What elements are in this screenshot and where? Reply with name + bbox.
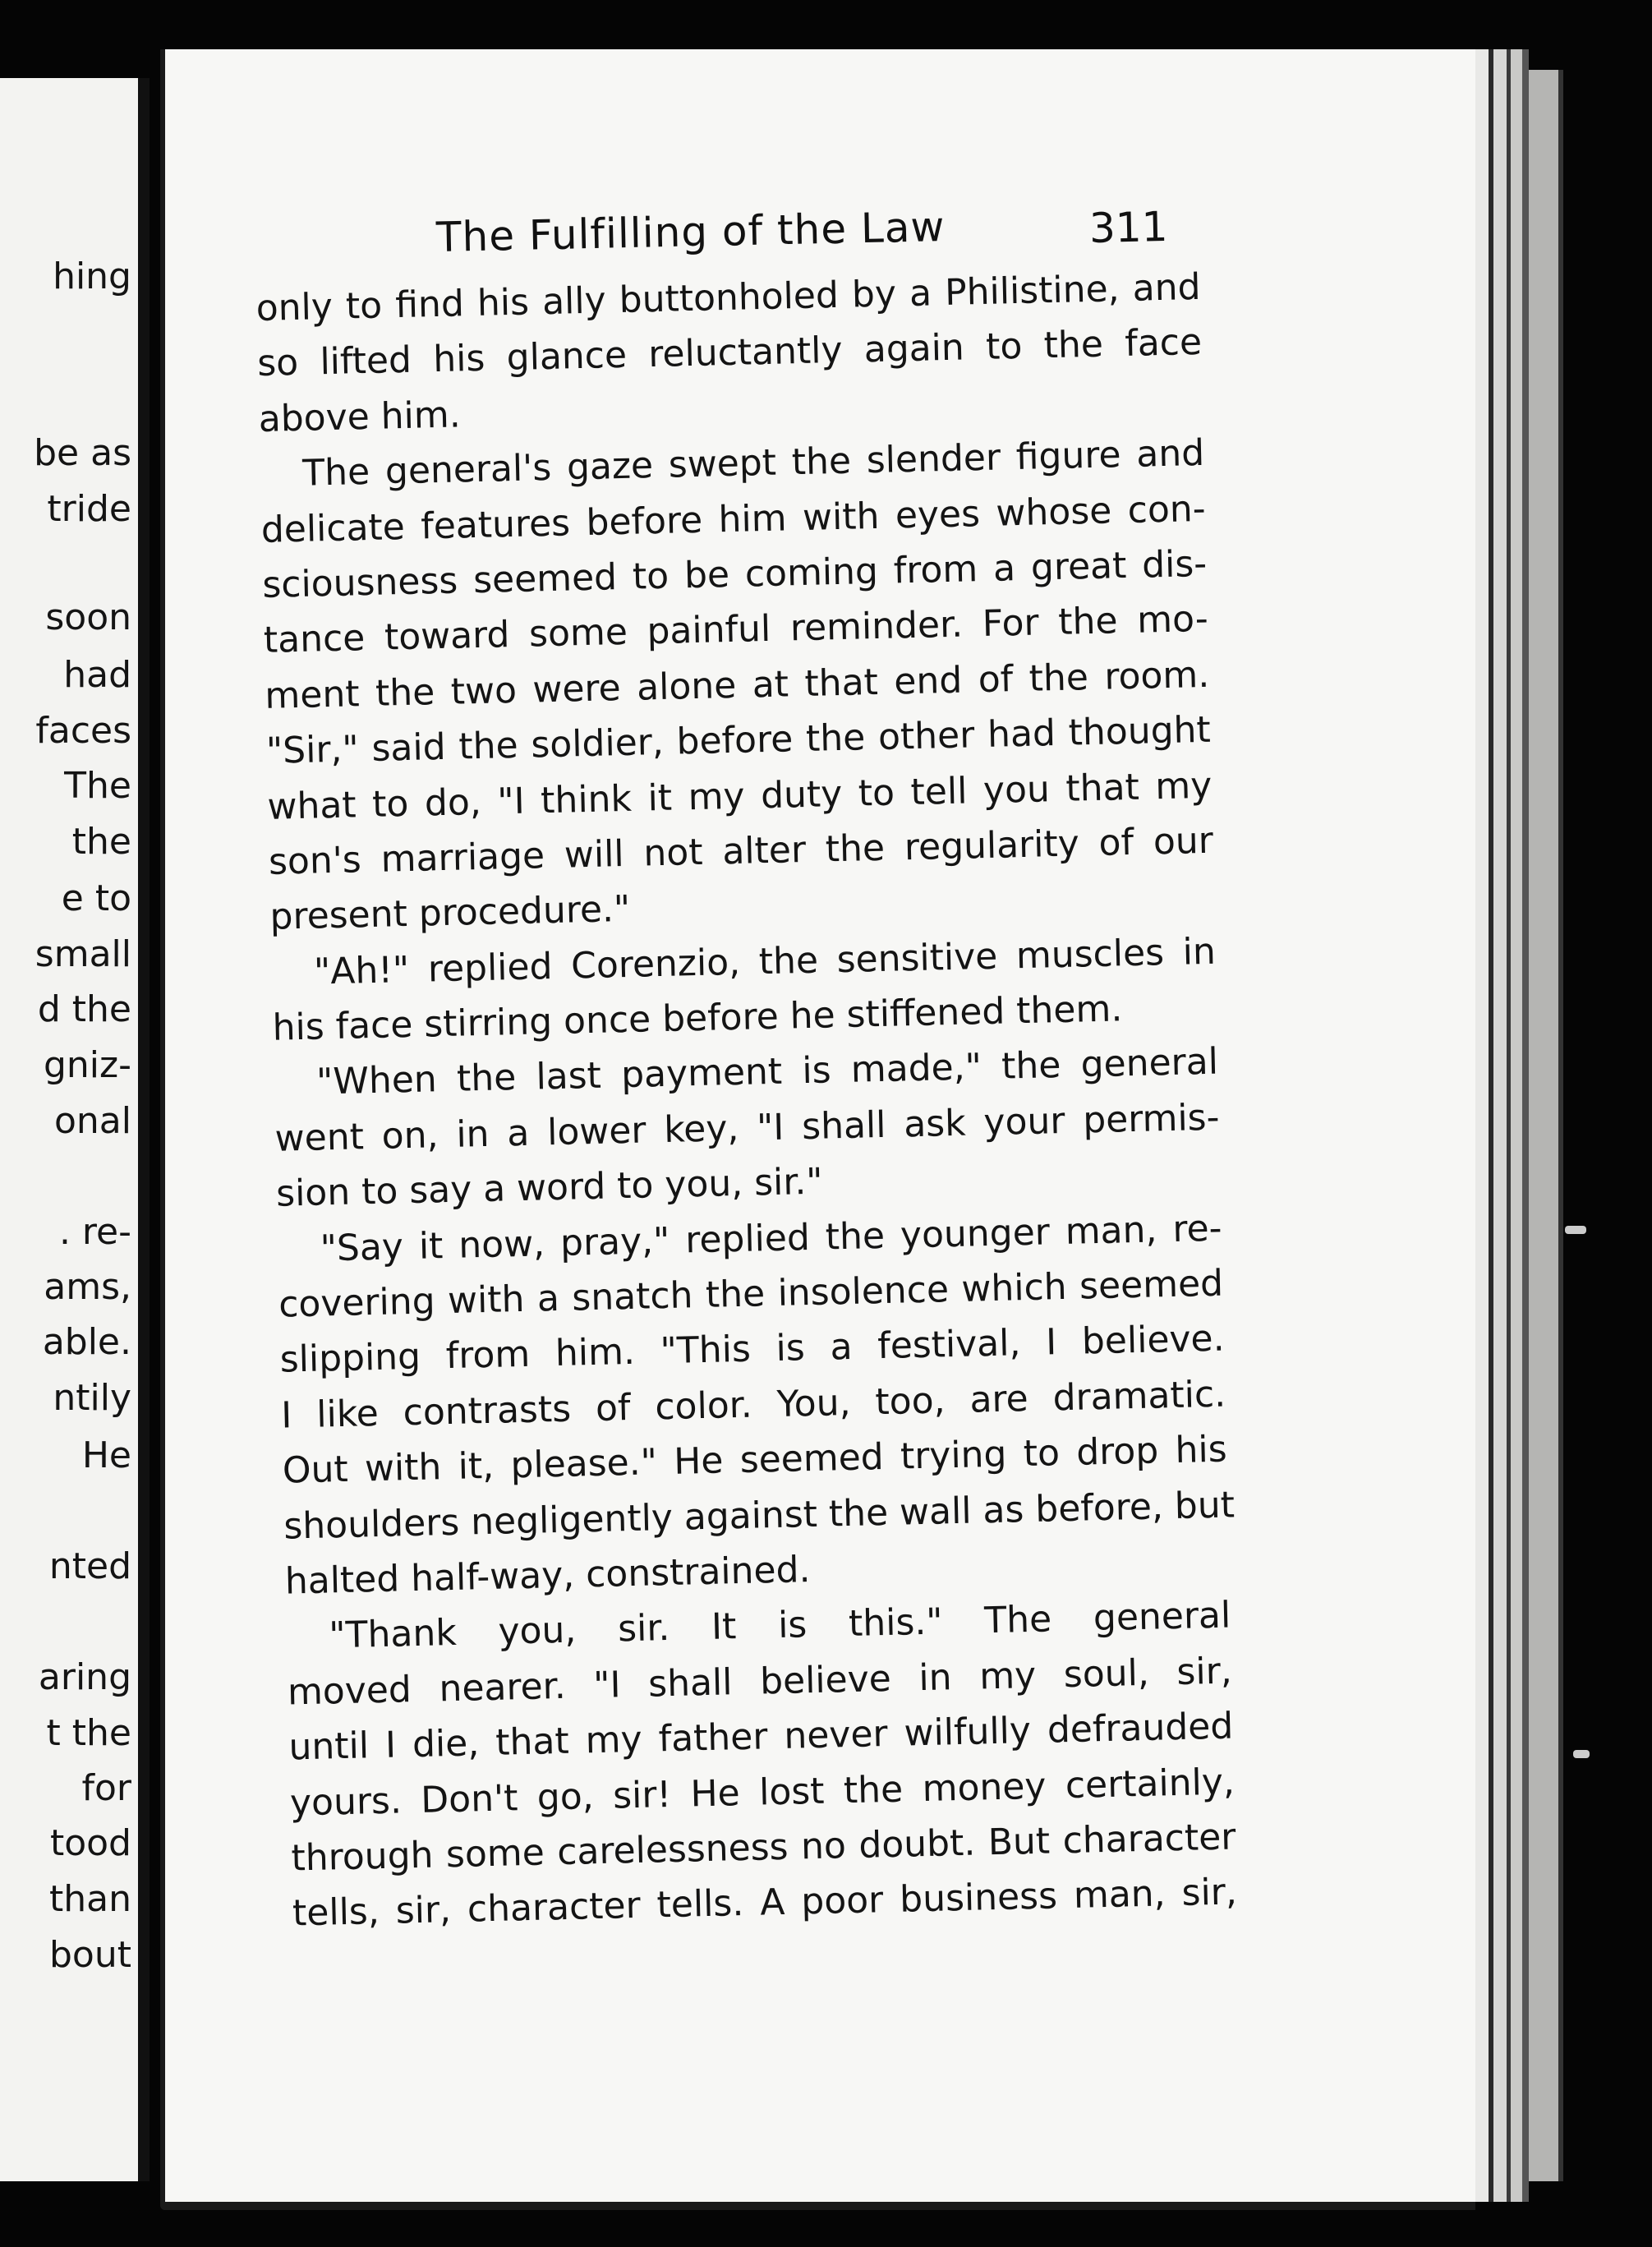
text-line: "When the last payment is made," the general	[315, 1041, 1219, 1104]
left-page-text-fragment: . re-	[58, 1211, 131, 1253]
left-page-text-fragment: The	[64, 765, 131, 807]
left-page-text-fragment: aring	[38, 1656, 131, 1698]
text-line: above him.	[258, 394, 462, 440]
text-line: delicate features before him with eyes whose con-	[260, 487, 1207, 551]
text-line: yours. Don't go, sir! He lost the money certainly,	[289, 1760, 1236, 1825]
left-page-text-fragment: onal	[54, 1100, 131, 1142]
left-page-text-fragment: than	[49, 1878, 131, 1920]
text-line: Out with it, please." He seemed trying to drop his	[282, 1428, 1228, 1492]
scan-speck	[1565, 1226, 1586, 1234]
page-edge	[1522, 49, 1529, 2202]
text-line: "Sir," said the soldier, before the other had thought	[265, 708, 1212, 772]
text-line: The general's gaze swept the slender figure and	[301, 432, 1205, 495]
left-page-text-fragment: be as	[34, 432, 131, 474]
text-line: present procedure."	[269, 888, 631, 939]
left-page-text-fragment: able.	[42, 1321, 131, 1363]
left-page-text-fragment: small	[35, 933, 131, 975]
page-edge	[1558, 70, 1563, 2181]
text-line: tells, sir, character tells. A poor business man, sir,	[292, 1871, 1238, 1935]
left-page-text-fragment: nted	[48, 1545, 131, 1587]
text-line: what to do, "I think it my duty to tell you that my	[266, 764, 1213, 828]
page-number: 311	[1088, 203, 1169, 252]
left-page-text-fragment: tride	[47, 488, 131, 530]
text-line: his face stirring once before he stiffened them.	[272, 988, 1123, 1049]
left-page-text-fragment: had	[63, 654, 131, 696]
text-line: "Ah!" replied Corenzio, the sensitive muscles in	[313, 930, 1217, 993]
text-line: ment the two were alone at that end of the room.	[264, 653, 1210, 717]
left-page-text-fragment: soon	[45, 596, 131, 638]
body-text	[255, 260, 1238, 1941]
left-facing-page	[0, 78, 150, 2181]
text-line: sciousness seemed to be coming from a great dis-	[261, 542, 1208, 606]
text-line: until I die, that my father never wilfully defrauded	[288, 1705, 1234, 1769]
page-edge	[1511, 49, 1522, 2202]
text-line: I like contrasts of color. You, too, are dramatic.	[280, 1373, 1226, 1437]
left-page-text-fragment: tood	[49, 1822, 131, 1864]
text-line: shoulders negligently against the wall as before, but	[283, 1483, 1236, 1548]
text-line: slipping from him. "This is a festival, I believe.	[279, 1317, 1226, 1382]
left-page-text-fragment: d the	[37, 988, 131, 1030]
left-page-text-fragment: bout	[49, 1934, 131, 1976]
text-line: only to find his ally buttonholed by a Philistine, and	[255, 265, 1202, 329]
text-line: moved nearer. "I shall believe in my soul, sir,	[287, 1650, 1233, 1714]
left-page-text-fragment: e to	[61, 877, 131, 919]
left-page-text-fragment: for	[81, 1767, 131, 1809]
text-line: son's marriage will not alter the regularity of our	[268, 819, 1214, 883]
text-line: through some carelessness no doubt. But character	[290, 1816, 1236, 1880]
left-page-text-fragment: ams,	[44, 1266, 131, 1308]
left-page-text-fragment: ntily	[53, 1377, 131, 1419]
text-line: sion to say a word to you, sir."	[275, 1160, 824, 1215]
text-line: "Say it now, pray," replied the younger man, re-	[320, 1207, 1223, 1270]
left-page-text-fragment: the	[71, 821, 131, 863]
text-line: tance toward some painful reminder. For the mo-	[263, 598, 1209, 662]
page-edge	[1493, 49, 1507, 2202]
text-line: covering with a snatch the insolence which seemed	[278, 1262, 1224, 1326]
left-page-text-fragment: gniz-	[43, 1044, 131, 1086]
text-line: so lifted his glance reluctantly again to the face	[256, 321, 1203, 385]
left-page-text-fragment: t the	[46, 1712, 131, 1754]
book-page	[160, 49, 1475, 2210]
scan-speck	[1573, 1750, 1590, 1758]
text-line: went on, in a lower key, "I shall ask your permis-	[274, 1096, 1220, 1160]
running-head: The Fulfilling of the Law	[435, 203, 946, 261]
left-page-text-fragment: hing	[53, 256, 131, 297]
left-page-text-fragment: He	[81, 1434, 131, 1476]
page-edge	[1529, 70, 1558, 2181]
text-line: halted half-way, constrained.	[284, 1549, 811, 1603]
left-page-text-fragment: faces	[35, 710, 131, 752]
text-line: "Thank you, sir. It is this." The general	[328, 1594, 1231, 1657]
